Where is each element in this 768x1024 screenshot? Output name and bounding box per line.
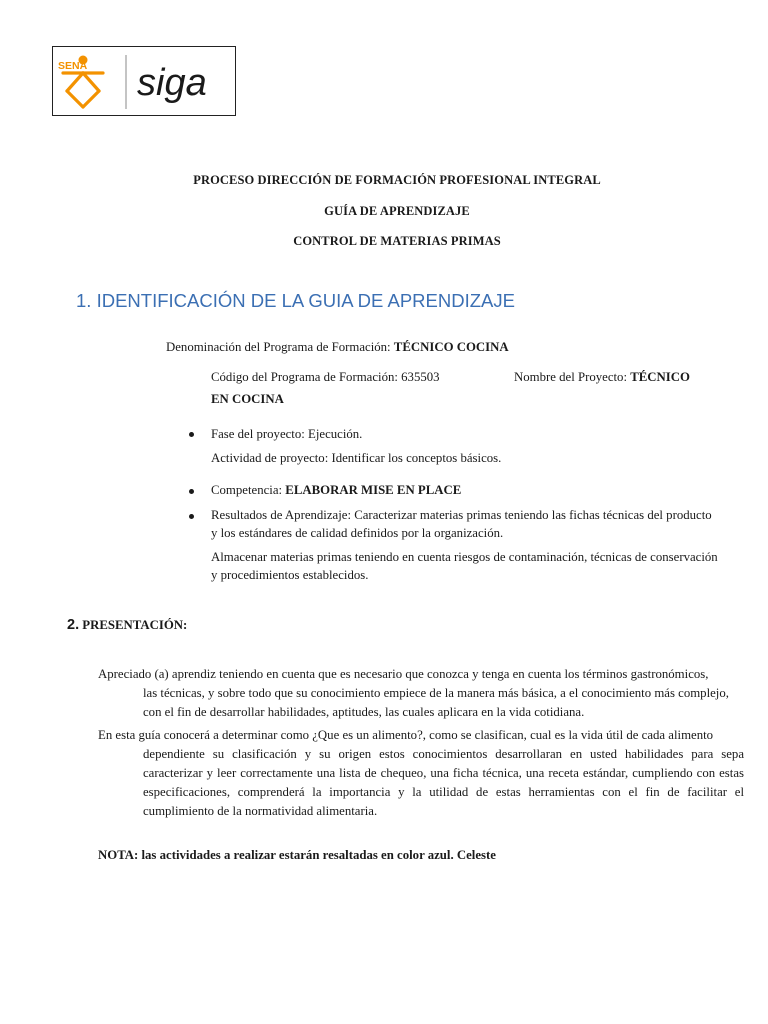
section2-number: 2. (67, 617, 80, 633)
programa-line (166, 340, 509, 355)
header-guide: GUÍA DE APRENDIZAJE (324, 204, 470, 218)
sena-logo-text: SENA (58, 60, 88, 72)
competencia-line (211, 483, 461, 498)
section1-title: 1. IDENTIFICACIÓN DE LA GUIA DE APRENDIZAJE (76, 290, 515, 311)
fase-line: Fase del proyecto: Ejecución. (211, 427, 363, 441)
competencia-value: ELABORAR MISE EN PLACE (285, 483, 462, 497)
para1-rest: las técnicas, y sobre todo que su conocimiento empiece de la manera más básica, a el conocimiento más complejo, con el fin de desarrollar habilidades, aptitudes, las cuales aplicara en la vida cotidiana. (143, 686, 729, 719)
resultados-line1: Resultados de Aprendizaje: Caracterizar materias primas teniendo las fichas técnicas del producto (211, 508, 712, 522)
proyecto-line (514, 370, 690, 385)
siga-logo-text: siga (137, 62, 207, 104)
codigo-line: Código del Programa de Formación: 635503 (211, 370, 440, 384)
almacenar-line1: Almacenar materias primas teniendo en cuenta riesgos de contaminación, técnicas de conservación (211, 550, 718, 564)
proyecto-value-b: EN COCINA (211, 392, 284, 406)
presentacion-paragraph-2 (98, 726, 744, 821)
sena-siga-logo (53, 47, 235, 115)
competencia-label: Competencia: (211, 483, 286, 497)
bullet-resultados (189, 514, 194, 519)
nota-line: NOTA: las actividades a realizar estarán resaltadas en color azul. Celeste (98, 848, 496, 862)
header-topic: CONTROL DE MATERIAS PRIMAS (293, 234, 501, 248)
proyecto-value-a: TÉCNICO (630, 370, 690, 384)
header-process: PROCESO DIRECCIÓN DE FORMACIÓN PROFESIONAL INTEGRAL (193, 173, 601, 187)
actividad-line: Actividad de proyecto: Identificar los conceptos básicos. (211, 451, 502, 465)
almacenar-line2: y procedimientos establecidos. (211, 568, 369, 582)
para2-rest: dependiente su clasificación y su origen estos conocimientos desarrollaran en usted habilidades para sepa caracterizar y leer correctamente una lista de chequeo, una ficha técnica, una receta estándar, cumpliendo con estas especificaciones, comprenderá la importancia y la utilidad de estas herramientas con el fin de facilitar el cumplimiento de la normatividad alimentaria. (143, 747, 744, 818)
bullet-fase (189, 432, 194, 437)
programa-value: TÉCNICO COCINA (393, 340, 509, 354)
logo-box (52, 46, 236, 116)
programa-label: Denominación del Programa de Formación: (166, 340, 394, 354)
resultados-line2: y los estándares de calidad definidos por la organización. (211, 526, 504, 540)
para1-first-line: Apreciado (a) aprendiz teniendo en cuenta que es necesario que conozca y tenga en cuenta los términos gastronómicos, (98, 667, 709, 681)
para2-first-line: En esta guía conocerá a determinar como ¿Que es un alimento?, como se clasifican, cual es la vida útil de cada alimento (98, 728, 714, 742)
bullet-competencia (189, 489, 194, 494)
proyecto-label: Nombre del Proyecto: (514, 370, 631, 384)
section2-title (67, 617, 187, 633)
presentacion-paragraph-1 (98, 665, 746, 722)
section2-label: PRESENTACIÓN: (79, 618, 188, 632)
